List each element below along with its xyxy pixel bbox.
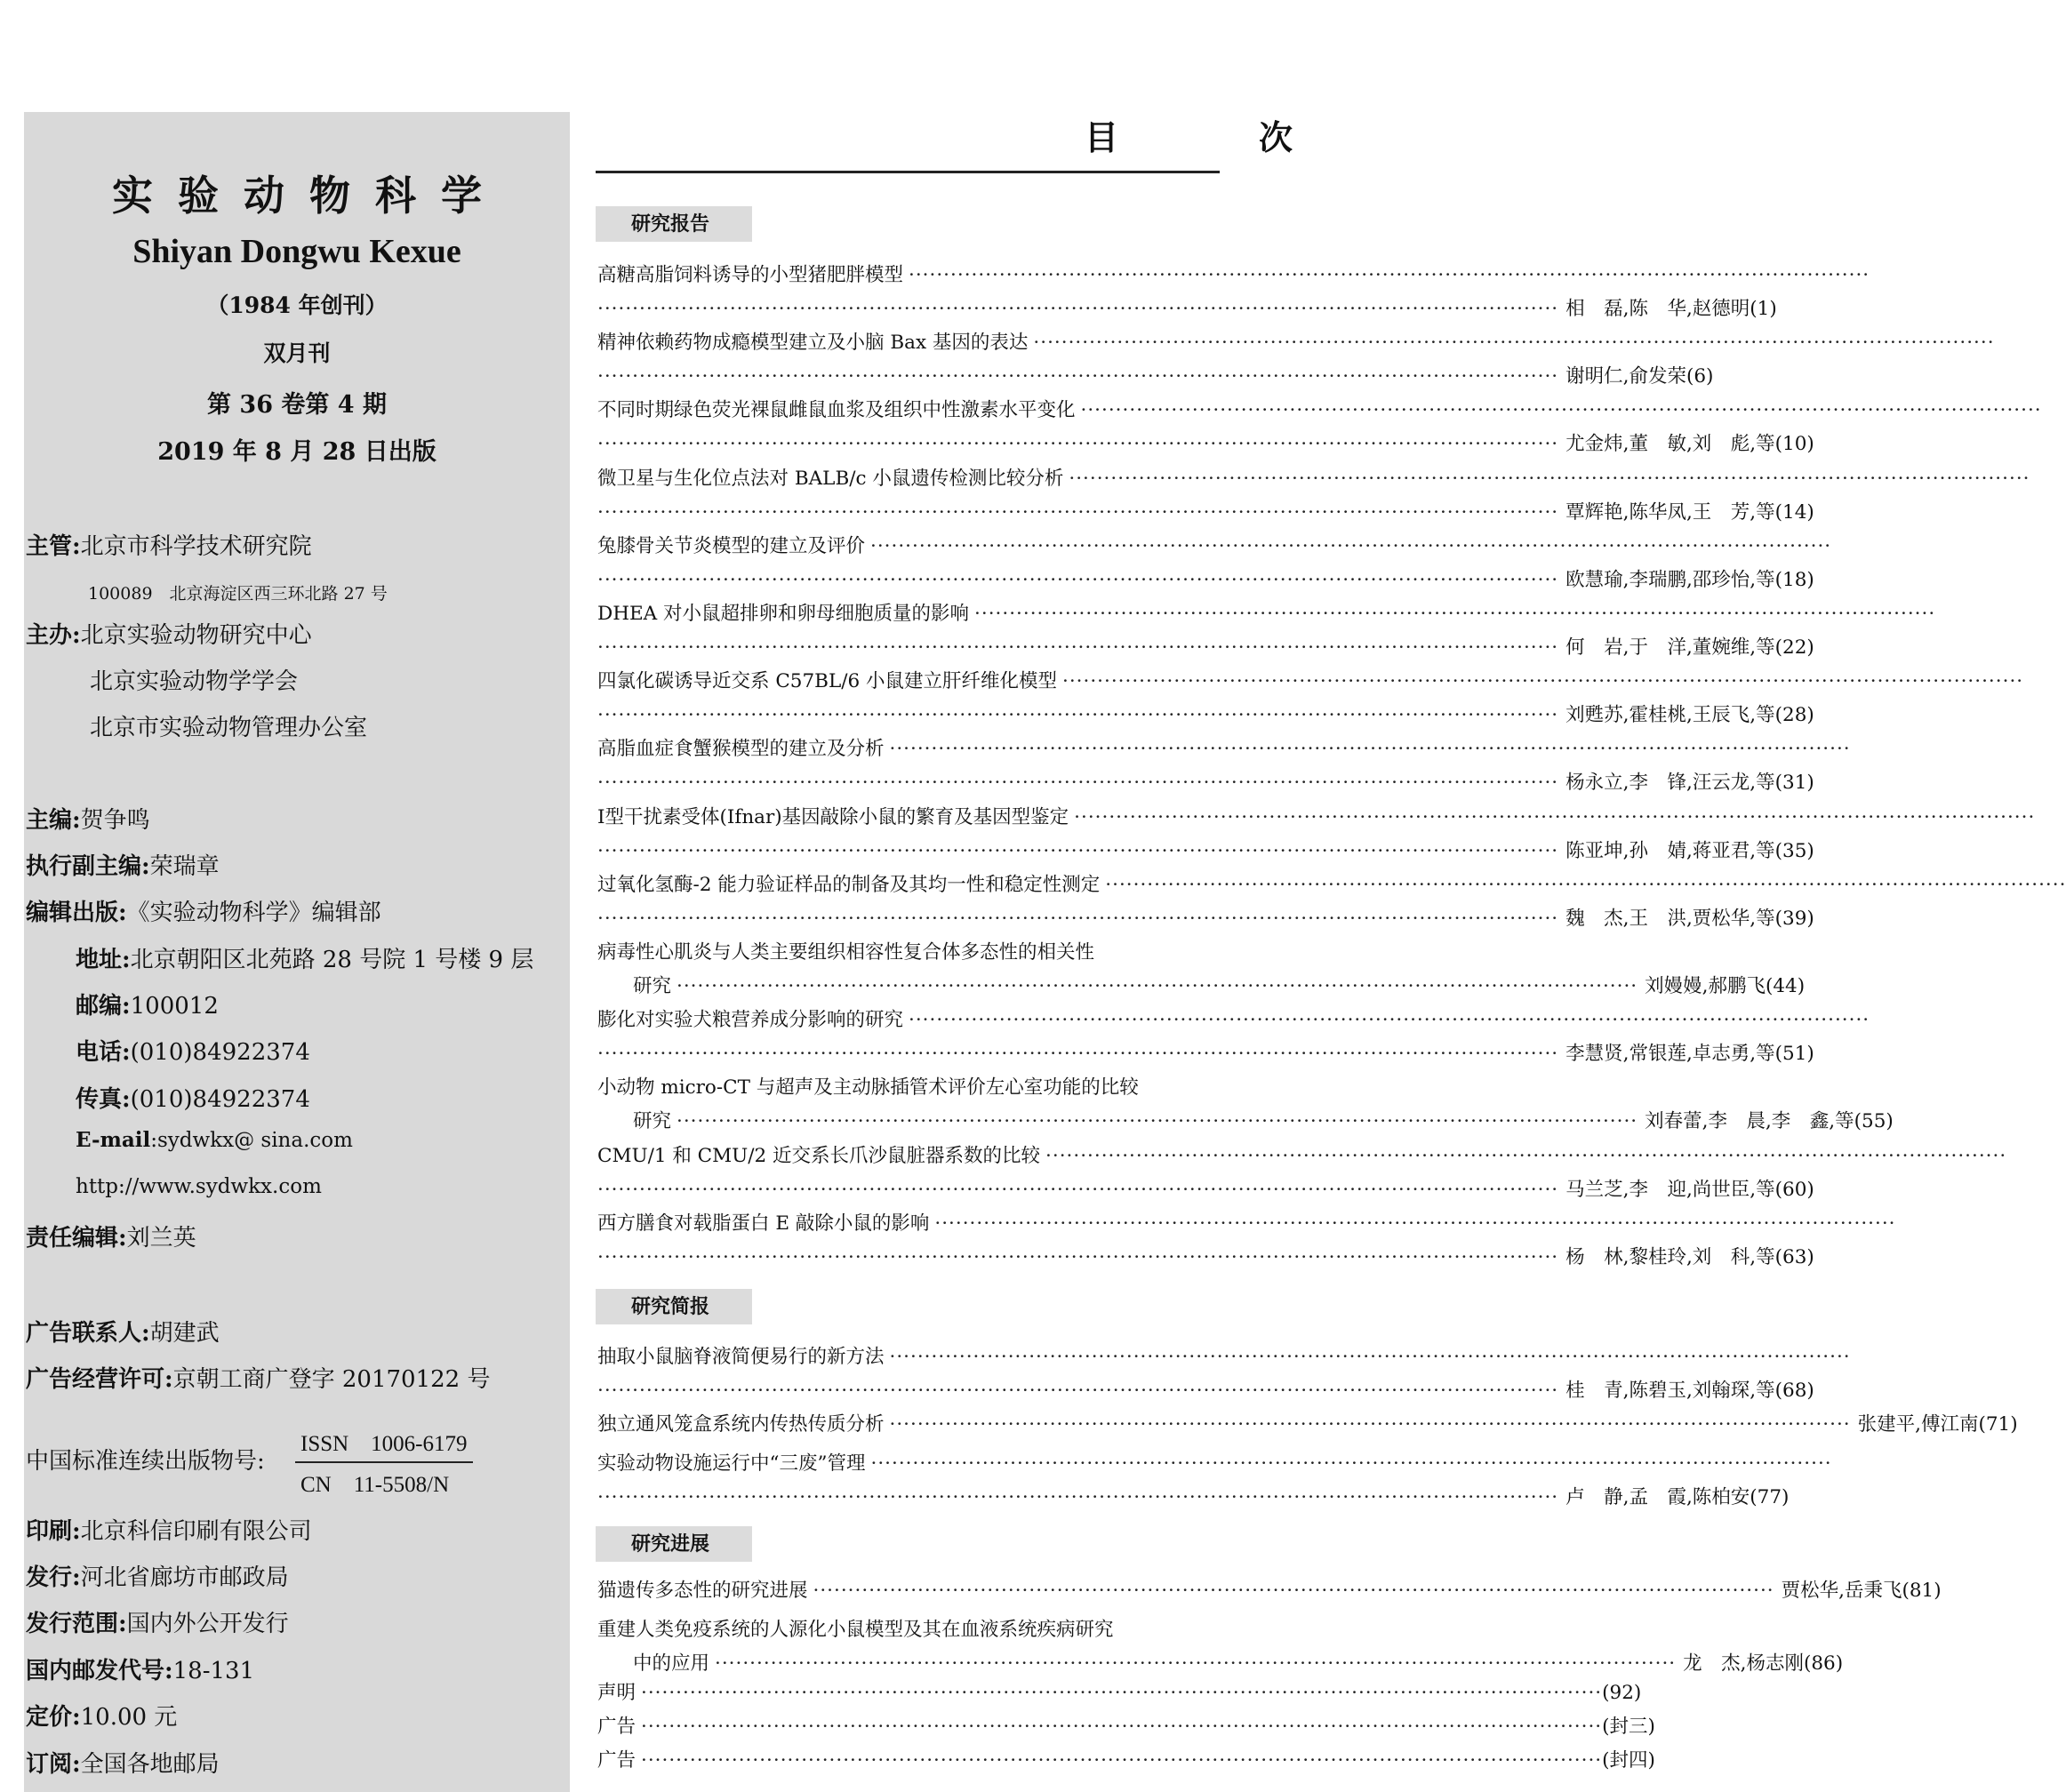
toc-entry-title: 兔膝骨关节炎模型的建立及评价	[597, 534, 866, 557]
toc-entry-authors: 杨 林,黎桂玲,刘 科,等	[1566, 1245, 1775, 1268]
toc-entry-authors: 相 磊,陈 华,赵德明	[1566, 298, 1750, 320]
publisher: 《实验动物科学》编辑部	[126, 900, 381, 926]
toc-entry-authors: 马兰芝,李 迎,尚世臣,等	[1566, 1178, 1775, 1201]
leader-dots	[597, 702, 1558, 729]
toc-entry-title: 猫遗传多态性的研究进展	[597, 1580, 808, 1602]
toc-entry-title: 小动物 micro-CT 与超声及主动脉插管术评价左心室功能的比较	[597, 1076, 1139, 1100]
distributor: 河北省廊坊市邮政局	[80, 1564, 289, 1591]
toc-entry-page: (44)	[1765, 975, 1806, 997]
leader-dots	[597, 1484, 1558, 1511]
toc-misc-page: (封四)	[1602, 1749, 1655, 1772]
exec-editor: 荣瑞章	[149, 853, 220, 880]
toc-entry-authors: 谢明仁,俞发荣	[1566, 365, 1686, 388]
toc-entry-page: (6)	[1686, 365, 1714, 388]
toc-entry-page: (28)	[1774, 704, 1814, 727]
toc-entry-page: (39)	[1774, 907, 1814, 930]
leader-dots	[677, 1108, 1638, 1135]
toc-entry-authors: 卢 静,孟 霞,陈柏安	[1566, 1486, 1750, 1508]
ad-license-line	[26, 1361, 490, 1394]
publisher-label: 编辑出版:	[26, 900, 127, 926]
distributor-label: 发行:	[26, 1564, 81, 1591]
toc-entry-title: 微卫星与生化位点法对 BALB/c 小鼠遗传检测比较分析	[597, 467, 1064, 490]
leader-dots	[597, 296, 1558, 323]
issn-block	[295, 1426, 473, 1499]
sponsor-1: 北京实验动物研究中心	[80, 622, 312, 649]
leader-dots	[597, 1177, 1558, 1204]
supervisor: 北京市科学技术研究院	[80, 533, 312, 560]
resp-editor: 刘兰英	[126, 1225, 196, 1252]
leader-dots	[597, 500, 1558, 526]
leader-dots	[641, 1680, 1602, 1707]
toc-entry-page: (81)	[1902, 1580, 1942, 1602]
leader-dots	[597, 431, 1558, 458]
toc-misc-entry[interactable]	[597, 1714, 1655, 1740]
fax-line	[76, 1081, 310, 1114]
leader-dots	[870, 533, 1831, 560]
toc-misc-page: (92)	[1602, 1682, 1642, 1704]
leader-dots	[597, 906, 1558, 932]
postcode-label: 邮编:	[76, 993, 131, 1020]
scope-label: 发行范围:	[26, 1611, 127, 1637]
phone: (010)84922374	[130, 1039, 310, 1066]
toc-entry-title-line	[597, 1412, 2018, 1438]
toc-entry-authors: 尤金炜,董 敏,刘 彪,等	[1566, 433, 1775, 456]
toc-entry-title: 膨化对实验犬粮营养成分影响的研究	[597, 1009, 904, 1032]
postal-code-label: 国内邮发代号:	[26, 1658, 173, 1684]
toc-entry-title: 高脂血症食蟹猴模型的建立及分析	[597, 738, 885, 761]
exec-editor-label: 执行副主编:	[26, 853, 150, 880]
ad-license: 京朝工商广登字 20170122 号	[172, 1366, 491, 1393]
phone-label: 电话:	[76, 1039, 131, 1066]
website-link[interactable]: http://www.sydwkx.com	[76, 1175, 322, 1198]
toc-entry-authors: 魏 杰,王 洪,贾松华,等	[1566, 907, 1775, 930]
toc-entry-authors: 刘嫚嫚,郝鹏飞	[1645, 975, 1766, 997]
toc-entry-title-line	[597, 397, 1218, 424]
leader-dots	[1074, 804, 2035, 831]
toc-entry-author-line	[597, 500, 1814, 526]
toc-entry-title-line	[597, 1007, 1218, 1034]
leader-dots	[1062, 668, 2023, 695]
leader-dots	[597, 838, 1558, 865]
ad-contact-line	[26, 1315, 220, 1348]
fax-label: 传真:	[76, 1086, 131, 1113]
journal-title-cn: 实验动物科学	[112, 172, 507, 220]
sponsor-3: 北京市实验动物管理办公室	[90, 715, 368, 741]
toc-entry-title: CMU/1 和 CMU/2 近交系长爪沙鼠脏器系数的比较	[597, 1144, 1041, 1167]
volume-issue: 第 36 卷第 4 期	[207, 391, 387, 419]
toc-entry-page: (55)	[1854, 1110, 1894, 1133]
leader-dots	[597, 1041, 1558, 1068]
leader-dots	[641, 1714, 1602, 1740]
serial-label: 中国标准连续出版物号:	[26, 1448, 265, 1475]
toc-entry-author-line	[597, 1177, 1814, 1204]
fax: (010)84922374	[130, 1086, 310, 1113]
toc-entry-authors: 覃辉艳,陈华凤,王 芳,等	[1566, 500, 1775, 524]
toc-entry-title-line	[597, 533, 1218, 560]
founded-note: （1984 年创刊）	[206, 292, 388, 318]
scope: 国内外公开发行	[126, 1611, 289, 1637]
editor-line	[26, 802, 150, 835]
leader-dots	[597, 770, 1558, 796]
toc-entry-author-line	[597, 1651, 1844, 1677]
toc-entry-authors: 杨永立,李 锋,汪云龙,等	[1566, 772, 1775, 795]
distributor-line	[26, 1559, 289, 1592]
toc-entry-title-line	[597, 1143, 1218, 1170]
toc-entry-title-line	[597, 1211, 1218, 1237]
toc-entry-authors: 龙 杰,杨志刚	[1683, 1652, 1804, 1675]
leader-dots	[870, 1451, 1831, 1477]
leader-dots	[813, 1578, 1774, 1604]
toc-entry-author-line	[597, 567, 1814, 594]
toc-misc-page: (封三)	[1602, 1716, 1655, 1738]
toc-entry-title: 精神依赖药物成瘾模型建立及小脑 Bax 基因的表达	[597, 332, 1029, 355]
toc-misc-entry[interactable]	[597, 1680, 1642, 1707]
postal-code: 18-131	[172, 1658, 255, 1684]
sponsor-label: 主办:	[26, 622, 81, 649]
toc-entry-page: (86)	[1803, 1652, 1844, 1675]
toc-entry-author-line	[597, 1244, 1814, 1271]
toc-misc-entry[interactable]	[597, 1748, 1655, 1774]
toc-entry-author-line	[597, 296, 1777, 323]
supervisor-label: 主管:	[26, 533, 81, 560]
toc-entry-author-line	[597, 973, 1806, 1000]
toc-entry-title: 抽取小鼠脑脊液简便易行的新方法	[597, 1346, 885, 1368]
toc-entry-title-line	[597, 872, 1218, 899]
toc-entry-title-line	[597, 1451, 1218, 1477]
postcode: 100012	[130, 993, 219, 1020]
journal-title-pinyin: Shiyan Dongwu Kexue	[132, 233, 461, 270]
toc-entry-author-line	[597, 702, 1814, 729]
masthead-panel	[24, 112, 570, 1792]
toc-entry-page: (77)	[1750, 1486, 1790, 1508]
toc-entry-authors: 李慧贤,常银莲,卓志勇,等	[1566, 1043, 1775, 1066]
toc-entry-page: (22)	[1774, 636, 1814, 659]
toc-misc-title: 广告	[597, 1716, 637, 1738]
toc-entry-page: (10)	[1774, 433, 1814, 456]
toc-entry-authors: 桂 青,陈碧玉,刘翰琛,等	[1566, 1380, 1775, 1402]
toc-title: 目 次	[1085, 117, 1347, 157]
toc-entry-page: (68)	[1774, 1380, 1814, 1402]
price-line	[26, 1699, 177, 1732]
subscribe: 全国各地邮局	[80, 1751, 220, 1778]
toc-entry-author-line	[597, 770, 1814, 796]
toc-entry-author-line	[597, 838, 1814, 865]
price: 10.00 元	[80, 1704, 178, 1731]
sponsor-line	[26, 617, 312, 650]
toc-entry-page: (18)	[1774, 568, 1814, 591]
issn: ISSN 1006-6179	[295, 1426, 473, 1463]
toc-entry-title-cont: 研究	[633, 1110, 672, 1133]
toc-entry-authors: 陈亚坤,孙 婧,蒋亚君,等	[1566, 839, 1775, 862]
resp-editor-label: 责任编辑:	[26, 1225, 127, 1252]
toc-entry-authors: 欧慧瑜,李瑞鹏,邵珍怡,等	[1566, 568, 1775, 591]
resp-editor-line	[26, 1220, 196, 1252]
toc-divider	[596, 171, 1220, 173]
toc-entry-author-line	[597, 1108, 1894, 1135]
supervisor-address: 100089 北京海淀区西三环北路 27 号	[88, 584, 388, 604]
toc-entry-title: 四氯化碳诱导近交系 C57BL/6 小鼠建立肝纤维化模型	[597, 670, 1057, 693]
toc-entry-title-cont: 研究	[633, 975, 672, 997]
toc-entry-author-line	[597, 906, 1814, 932]
subscribe-label: 订阅:	[26, 1751, 81, 1778]
leader-dots	[641, 1748, 1602, 1774]
toc-entry-title: 病毒性心肌炎与人类主要组织相容性复合体多态性的相关性	[597, 941, 1095, 964]
toc-misc-title: 声明	[597, 1682, 637, 1704]
email-line	[76, 1128, 353, 1152]
toc-entry-title-line	[597, 466, 1218, 492]
printer-line	[26, 1513, 312, 1546]
toc-entry-title: 高糖高脂饲料诱导的小型猪肥胖模型	[597, 264, 904, 286]
toc-entry-page: (51)	[1774, 1043, 1814, 1066]
toc-entry-page: (63)	[1774, 1245, 1814, 1268]
toc-entry-title-cont: 中的应用	[633, 1652, 710, 1675]
ad-license-label: 广告经营许可:	[26, 1366, 173, 1393]
publish-date: 2019 年 8 月 28 日出版	[157, 438, 436, 466]
toc-entry-title-line	[597, 1344, 1218, 1371]
sponsor-2: 北京实验动物学学会	[90, 668, 299, 695]
toc-entry-authors: 张建平,傅江南	[1857, 1413, 1979, 1436]
toc-section-header: 研究进展	[596, 1526, 752, 1562]
exec-editor-line	[26, 848, 220, 881]
toc-entry-title: DHEA 对小鼠超排卵和卵母细胞质量的影响	[597, 603, 970, 625]
printer-label: 印刷:	[26, 1518, 81, 1545]
printer: 北京科信印刷有限公司	[80, 1518, 312, 1545]
subscribe-line	[26, 1746, 220, 1779]
toc-entry-title-line	[597, 601, 1218, 628]
toc-entry-authors: 刘甦苏,霍桂桃,王辰飞,等	[1566, 704, 1775, 727]
toc-entry-title-line	[597, 1578, 1942, 1604]
toc-entry-author-line	[597, 1484, 1790, 1511]
toc-entry-title: 独立通风笼盒系统内传热传质分析	[597, 1413, 885, 1436]
leader-dots	[1045, 1143, 2006, 1170]
toc-entry-title: 西方膳食对载脂蛋白 E 敲除小鼠的影响	[597, 1212, 930, 1235]
leader-dots	[890, 736, 1851, 763]
leader-dots	[1081, 397, 2042, 424]
toc-entry-author-line	[597, 1041, 1814, 1068]
leader-dots	[974, 601, 1935, 628]
toc-entry-title-line	[597, 330, 1218, 356]
toc-entry-author-line	[597, 1378, 1814, 1404]
toc-entry-author-line	[597, 364, 1714, 390]
toc-entry-authors: 何 岩,于 洋,董婉维,等	[1566, 636, 1775, 659]
toc-misc-title: 广告	[597, 1749, 637, 1772]
toc-entry-author-line	[597, 431, 1814, 458]
leader-dots	[597, 1244, 1558, 1271]
toc-entry-title-line	[597, 804, 1218, 831]
toc-entry-page: (14)	[1774, 500, 1814, 524]
toc-entry-title-line	[597, 940, 1218, 966]
leader-dots	[597, 1378, 1558, 1404]
leader-dots	[597, 635, 1558, 661]
toc-entry-title: Ⅰ型干扰素受体(Ifnar)基因敲除小鼠的繁育及基因型鉴定	[597, 805, 1069, 828]
leader-dots	[597, 364, 1558, 390]
editor-label: 主编:	[26, 807, 81, 834]
postal-code-line	[26, 1652, 254, 1685]
toc-entry-title-line	[597, 262, 1218, 289]
price-label: 定价:	[26, 1704, 81, 1731]
postcode-line	[76, 988, 219, 1020]
leader-dots	[597, 567, 1558, 594]
leader-dots	[890, 1412, 1851, 1438]
toc-entry-title: 不同时期绿色荧光裸鼠雌鼠血浆及组织中性激素水平变化	[597, 399, 1076, 422]
leader-dots	[1033, 330, 1994, 356]
supervisor-line	[26, 528, 312, 561]
ad-contact-label: 广告联系人:	[26, 1320, 150, 1347]
toc-entry-title-line	[597, 736, 1218, 763]
ad-contact: 胡建武	[149, 1320, 220, 1347]
leader-dots	[890, 1344, 1851, 1371]
toc-entry-page: (31)	[1774, 772, 1814, 795]
email-label: E-mail	[76, 1128, 151, 1152]
cn-number: CN 11-5508/N	[300, 1473, 450, 1497]
toc-entry-title: 实验动物设施运行中“三废”管理	[597, 1452, 866, 1475]
address-line	[76, 941, 533, 974]
toc-entry-title: 重建人类免疫系统的人源化小鼠模型及其在血液系统疾病研究	[597, 1619, 1114, 1641]
leader-dots	[1105, 872, 2066, 899]
toc-entry-authors: 刘春蕾,李 晨,李 鑫,等	[1645, 1110, 1854, 1133]
toc-entry-author-line	[597, 635, 1814, 661]
leader-dots	[934, 1211, 1895, 1237]
address-label: 地址:	[76, 947, 131, 973]
toc-entry-page: (71)	[1978, 1413, 2018, 1436]
editor: 贺争鸣	[80, 807, 150, 834]
scope-line	[26, 1605, 289, 1638]
toc-entry-page: (1)	[1750, 298, 1777, 320]
toc-entry-title-line	[597, 1075, 1218, 1101]
toc-entry-title: 过氧化氢酶-2 能力验证样品的制备及其均一性和稳定性测定	[597, 873, 1101, 896]
toc-entry-title-line	[597, 1617, 1218, 1644]
leader-dots	[909, 1007, 1870, 1034]
toc-entry-title-line	[597, 668, 1218, 695]
toc-entry-page: (60)	[1774, 1178, 1814, 1201]
leader-dots	[909, 262, 1870, 289]
publisher-line	[26, 894, 381, 927]
address: 北京朝阳区北苑路 28 号院 1 号楼 9 层	[130, 947, 534, 973]
phone-line	[76, 1034, 310, 1067]
toc-entry-page: (35)	[1774, 839, 1814, 862]
toc-section-header: 研究简报	[596, 1289, 752, 1324]
email[interactable]: :sydwkx@ sina.com	[150, 1129, 353, 1152]
leader-dots	[677, 973, 1638, 1000]
leader-dots	[1069, 466, 2030, 492]
toc-entry-authors: 贾松华,岳秉飞	[1781, 1580, 1902, 1602]
leader-dots	[715, 1651, 1676, 1677]
toc-section-header: 研究报告	[596, 206, 752, 242]
frequency: 双月刊	[263, 340, 331, 366]
